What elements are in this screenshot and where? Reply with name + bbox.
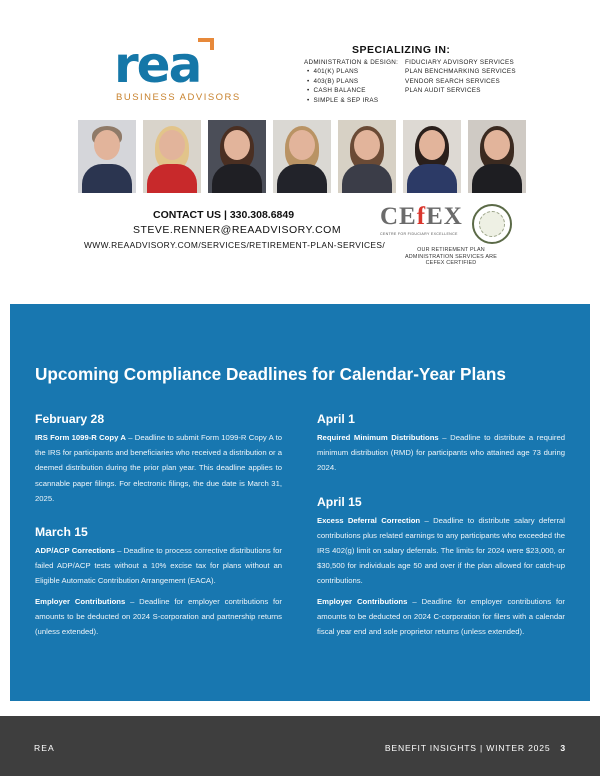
deadline-text: – Deadline to distribute salary deferral contributions plus related earnings to any participants who exceeded the IRS 402(g) limit on salary deferrals. The limits for 2024 were $23,000, or $30,500 for individuals age 50 and over if the plan allowed for catch-up contributions. (317, 515, 565, 586)
deadline-term: Employer Contributions (317, 596, 408, 606)
specializing-right-column (405, 58, 516, 96)
team-photos (78, 120, 526, 193)
footer-issue: BENEFIT INSIGHTS | WINTER 2025 (384, 743, 551, 753)
cefex-left: CE (380, 203, 417, 230)
cefex-logo (380, 204, 470, 236)
list-item: • 403(B) PLANS (304, 77, 398, 86)
deadline-date-mar15: March 15 (35, 525, 88, 540)
footer-company: REA (34, 743, 55, 753)
deadline-term: Employer Contributions (35, 596, 126, 606)
deadline-entry (35, 430, 282, 506)
team-photo (78, 120, 136, 193)
list-item: PLAN BENCHMARKING SERVICES (405, 68, 516, 76)
list-item: • CASH BALANCE (304, 86, 398, 95)
list-item: PLAN AUDIT SERVICES (405, 87, 481, 95)
deadline-text: – Deadline to distribute a required minimum distribution (RMD) for participants who attained age 73 during 2024. (317, 433, 565, 473)
team-photo (208, 120, 266, 193)
deadline-term: IRS Form 1099-R Copy A (35, 433, 126, 442)
deadline-entry (317, 430, 565, 476)
specializing-title: SPECIALIZING IN: (352, 44, 451, 56)
deadline-entry (35, 543, 282, 589)
logo-word-text: rea (114, 36, 201, 94)
specializing-left-heading: ADMINISTRATION & DESIGN: (304, 59, 399, 66)
deadline-term: Required Minimum Distributions (317, 433, 439, 442)
left-column (35, 412, 282, 639)
specializing-left-list (304, 67, 398, 105)
deadline-text: – Deadline to submit Form 1099-R Copy A to the IRS for participants and beneficiaries who received a distribution or a deemed distribution during the prior plan year. This deadline applies to scannable paper filings. For electronic filings, the due date is March 31, 2025. (35, 433, 282, 503)
contact-url[interactable]: WWW.REAADVISORY.COM/SERVICES/RETIREMENT-PLAN-SERVICES/ (84, 240, 386, 250)
section-title: Upcoming Compliance Deadlines for Calendar-Year Plans (35, 364, 506, 384)
team-photo (403, 120, 461, 193)
list-item: FIDUCIARY ADVISORY SERVICES (405, 59, 515, 66)
list-item: • SIMPLE & SEP IRAS (304, 96, 398, 105)
page-footer (0, 716, 600, 776)
deadline-entry (317, 513, 565, 589)
deadline-text: – Deadline for employer contributions for amounts to be deducted on 2024 C-corporation for filers with a calendar fiscal year end and sole proprietor returns (unless extended). (317, 596, 565, 637)
list-item: VENDOR SEARCH SERVICES (405, 77, 501, 85)
deadline-term: ADP/ACP Corrections (35, 546, 115, 556)
right-column (317, 412, 565, 639)
certification-seal-icon (472, 204, 512, 244)
deadline-entry (317, 594, 565, 640)
team-photo (468, 120, 526, 193)
deadline-date-apr15: April 15 (317, 494, 362, 509)
cefex-wordmark (380, 204, 470, 230)
deadline-date-apr1: April 1 (317, 412, 355, 426)
deadline-date-feb28: February 28 (35, 412, 105, 426)
page-number: 3 (560, 743, 566, 753)
logo-accent-icon (198, 38, 214, 50)
cefex-tagline: CENTRE FOR FIDUCIARY EXCELLENCE (380, 232, 458, 236)
specializing-left-column (304, 58, 398, 105)
logo-subtitle: BUSINESS ADVISORS (116, 92, 241, 103)
deadline-term: Excess Deferral Correction (317, 515, 421, 525)
contact-email[interactable]: STEVE.RENNER@REAADVISORY.COM (133, 224, 342, 236)
deadline-entry (35, 594, 282, 640)
contact-phone: CONTACT US | 330.308.6849 (153, 209, 295, 221)
deadline-text: – Deadline to process corrective distributions for failed ADP/ACP tests without a 10% excise tax for plans without an Eligible Automatic Contribution Arrangement (EACA). (35, 546, 282, 586)
certification-note: OUR RETIREMENT PLAN ADMINISTRATION SERVICES ARE CEFEX CERTIFIED (404, 247, 498, 266)
cefex-right: EX (426, 203, 463, 230)
footer-publication (385, 743, 566, 753)
team-photo (143, 120, 201, 193)
team-photo (273, 120, 331, 193)
deadline-text: – Deadline for employer contributions for amounts to be deducted on 2024 S-corporation and partnership returns (unless extended). (35, 596, 282, 637)
cefex-mid: f (416, 203, 427, 230)
logo-wordmark (114, 36, 230, 94)
team-photo (338, 120, 396, 193)
compliance-deadlines-section (10, 304, 590, 701)
rea-logo (114, 36, 241, 103)
list-item: • 401(K) PLANS (304, 67, 398, 76)
